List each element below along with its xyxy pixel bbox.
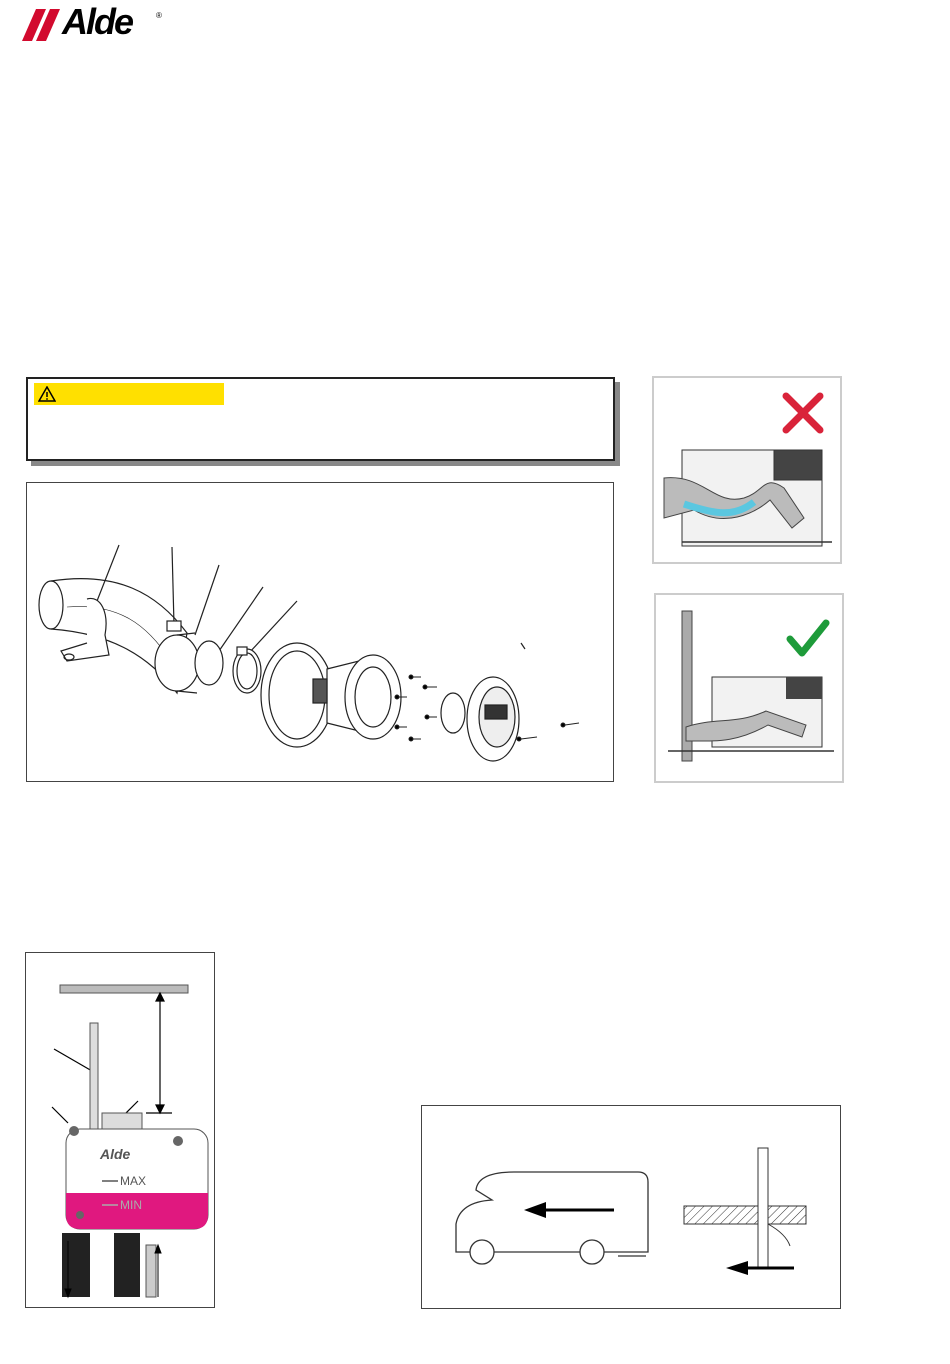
wrong-installation-panel: [652, 376, 842, 564]
min-level-label: MIN: [120, 1198, 142, 1212]
expansion-tank-diagram: [25, 952, 215, 1308]
cross-icon: [786, 396, 820, 430]
max-level-label: MAX: [120, 1174, 147, 1188]
correct-installation-panel: [654, 593, 844, 783]
registered-mark: ®: [156, 11, 162, 20]
warning-label: [34, 383, 224, 405]
tank-brand-label: Alde: [100, 1146, 131, 1162]
logo-wordmark: Alde: [62, 1, 133, 42]
check-icon: [790, 623, 826, 653]
warning-box: [26, 377, 615, 461]
flue-exploded-diagram: [26, 482, 614, 782]
vehicle-direction-diagram: [421, 1105, 841, 1309]
warning-triangle-icon: [38, 386, 56, 402]
alde-logo: [22, 1, 162, 45]
